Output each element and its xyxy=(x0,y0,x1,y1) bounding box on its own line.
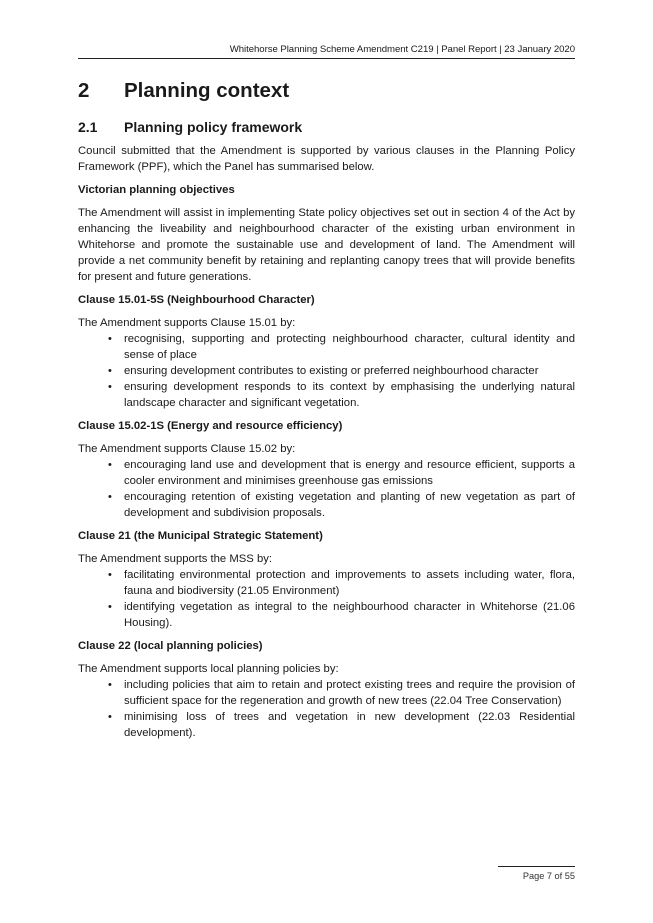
footer-divider xyxy=(498,866,575,867)
list-item xyxy=(78,363,575,379)
list-item-text: encouraging retention of existing vegetation and planting of new vegetation as part of development and subdivision proposals. xyxy=(124,491,575,519)
block-intro-clause-22: The Amendment supports local planning policies by: xyxy=(78,663,339,675)
list-item xyxy=(78,331,575,363)
subsection-heading xyxy=(78,118,575,136)
bullet-list-clause-21 xyxy=(78,567,575,631)
list-item xyxy=(78,379,575,411)
list-item-text: ensuring development contributes to existing or preferred neighbourhood character xyxy=(124,365,539,377)
bullet-icon: • xyxy=(108,491,112,503)
block-heading-victorian-objectives: Victorian planning objectives xyxy=(78,184,235,196)
list-item xyxy=(78,709,575,741)
bullet-icon: • xyxy=(108,601,112,613)
page-number: Page 7 of 55 xyxy=(522,871,575,881)
list-item-text: minimising loss of trees and vegetation in new development (22.03 Residential development). xyxy=(124,711,575,739)
subsection-number: 2.1 xyxy=(78,119,98,135)
list-item xyxy=(78,599,575,631)
list-item-text: encouraging land use and development that is energy and resource efficient, supports a cooler environment and minimises greenhouse gas emissions xyxy=(124,459,575,487)
subsection-title: Planning policy framework xyxy=(124,119,303,135)
list-item-text: identifying vegetation as integral to the neighbourhood character in Whitehorse (21.06 Housing). xyxy=(124,601,575,629)
list-item xyxy=(78,489,575,521)
list-item xyxy=(78,567,575,599)
bullet-icon: • xyxy=(108,711,112,723)
bullet-icon: • xyxy=(108,679,112,691)
page-body xyxy=(78,78,575,748)
list-item xyxy=(78,457,575,489)
list-item xyxy=(78,677,575,709)
list-item-text: facilitating environmental protection and improvements to assets including water, flora, fauna and biodiversity (21.05 Environment) xyxy=(124,569,575,597)
block-intro-clause-21: The Amendment supports the MSS by: xyxy=(78,553,273,565)
section-title: Planning context xyxy=(124,79,290,102)
bullet-list-clause-15-02 xyxy=(78,457,575,521)
section-number: 2 xyxy=(78,79,90,102)
bullet-icon: • xyxy=(108,381,112,393)
list-item-text: recognising, supporting and protecting neighbourhood character, cultural identity and sense of place xyxy=(124,333,575,361)
bullet-icon: • xyxy=(108,333,112,345)
bullet-list-clause-15-01 xyxy=(78,331,575,411)
block-text-victorian-objectives: The Amendment will assist in implementing State policy objectives set out in section 4 of the Act by enhancing the liveability and neighbourhood character of the existing urban environment in Whitehorse and promote the sustainable use and development of land. The Amendment will provide a net community benefit by retaining and replanting canopy trees that will provide benefits for present and future generations. xyxy=(78,207,575,283)
list-item-text: including policies that aim to retain and protect existing trees and require the provision of sufficient space for the regeneration and growth of new trees (22.04 Tree Conservation) xyxy=(124,679,575,707)
intro-paragraph: Council submitted that the Amendment is supported by various clauses in the Planning Policy Framework (PPF), which the Panel has summarised below. xyxy=(78,145,575,173)
running-header: Whitehorse Planning Scheme Amendment C219 | Panel Report | 23 January 2020 xyxy=(78,44,575,59)
list-item-text: ensuring development responds to its context by emphasising the underlying natural landscape character and significant vegetation. xyxy=(124,381,575,409)
bullet-icon: • xyxy=(108,365,112,377)
section-heading xyxy=(78,78,575,104)
block-heading-clause-21: Clause 21 (the Municipal Strategic Statement) xyxy=(78,530,323,542)
block-intro-clause-15-02: The Amendment supports Clause 15.02 by: xyxy=(78,443,296,455)
block-intro-clause-15-01: The Amendment supports Clause 15.01 by: xyxy=(78,317,296,329)
bullet-icon: • xyxy=(108,569,112,581)
bullet-icon: • xyxy=(108,459,112,471)
block-heading-clause-22: Clause 22 (local planning policies) xyxy=(78,640,263,652)
bullet-list-clause-22 xyxy=(78,677,575,741)
block-heading-clause-15-02: Clause 15.02-1S (Energy and resource efficiency) xyxy=(78,420,343,432)
block-heading-clause-15-01: Clause 15.01-5S (Neighbourhood Character) xyxy=(78,294,315,306)
